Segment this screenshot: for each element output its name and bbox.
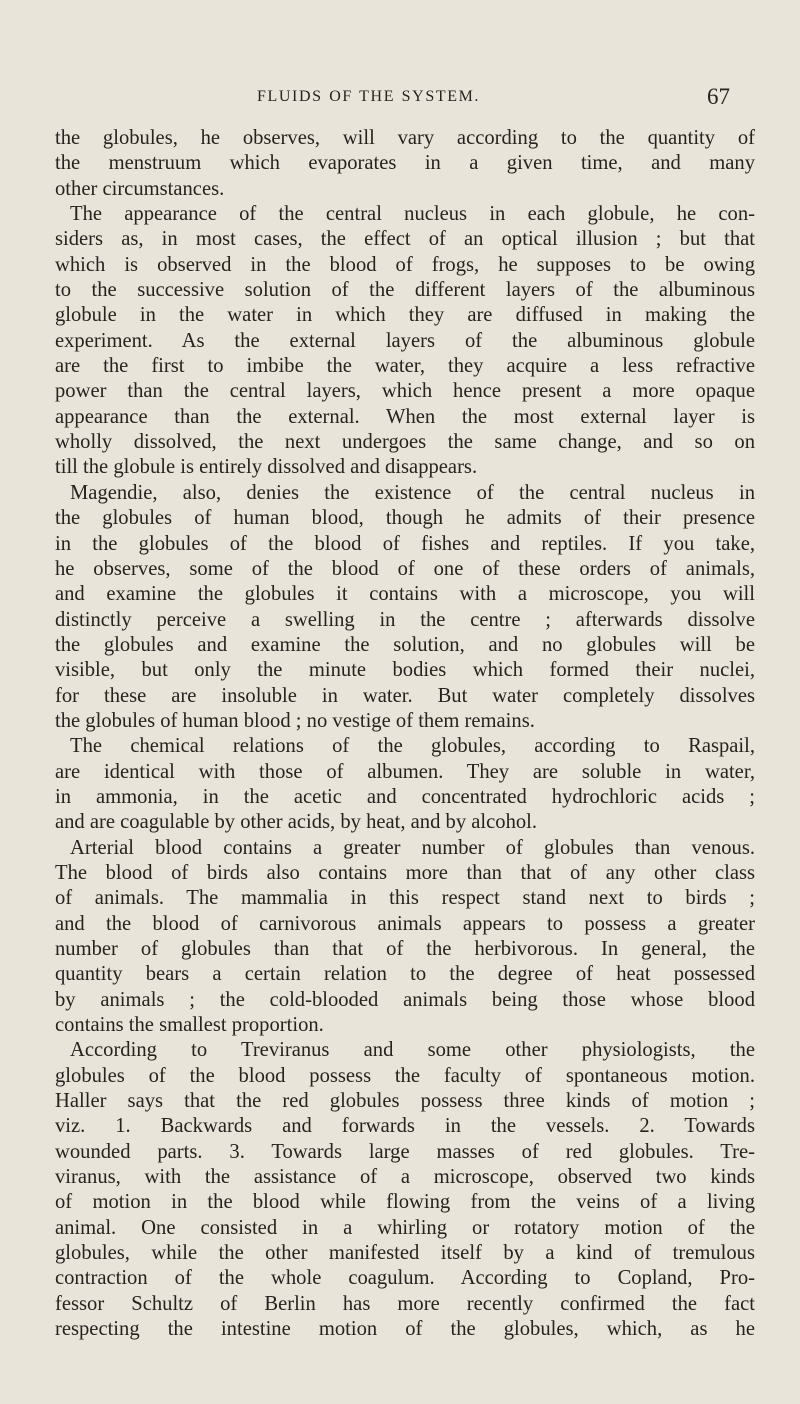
text-line: globules, while the other manifested itself by a kind of tremulous <box>55 1242 755 1265</box>
text-line: number of globules than that of the herbivorous. In general, the <box>55 938 755 960</box>
text-line: in ammonia, in the acetic and concentrated hydrochloric acids ; <box>55 785 755 808</box>
text-line: and the blood of carnivorous animals appears to possess a greater <box>55 912 755 935</box>
text-line: for these are insoluble in water. But water completely dissolves <box>55 684 755 707</box>
text-line: the globules of human blood, though he admits of their presence <box>55 507 755 530</box>
text-line: and are coagulable by other acids, by heat, and by alcohol. <box>55 811 538 834</box>
text-line: animal. One consisted in a whirling or rotatory motion of the <box>55 1216 755 1239</box>
text-line: experiment. As the external layers of the albuminous globule <box>55 329 755 352</box>
text-line: in the globules of the blood of fishes and reptiles. If you take, <box>55 532 755 555</box>
text-line: other circumstances. <box>55 177 225 200</box>
text-line: by animals ; the cold-blooded animals being those whose blood <box>55 988 755 1011</box>
text-line: wounded parts. 3. Towards large masses of red globules. Tre- <box>55 1140 755 1163</box>
text-line: Haller says that the red globules possess three kinds of motion ; <box>55 1090 755 1113</box>
page-header <box>0 84 800 114</box>
text-line: the globules and examine the solution, and no globules will be <box>55 633 755 656</box>
text-line: of motion in the blood while flowing from the veins of a living <box>55 1191 755 1214</box>
text-line: viz. 1. Backwards and forwards in the vessels. 2. Towards <box>55 1115 755 1138</box>
body-text <box>55 126 755 1343</box>
text-line: of animals. The mammalia in this respect stand next to birds ; <box>55 887 755 910</box>
text-line: wholly dissolved, the next undergoes the same change, and so on <box>55 431 755 454</box>
text-line: fessor Schultz of Berlin has more recently confirmed the fact <box>55 1292 755 1315</box>
text-line: The chemical relations of the globules, according to Raspail, <box>70 735 755 758</box>
text-line: are the first to imbibe the water, they acquire a less refractive <box>55 355 755 378</box>
text-line: siders as, in most cases, the effect of an optical illusion ; but that <box>55 228 755 251</box>
text-line: contains the smallest proportion. <box>55 1014 324 1037</box>
text-line: contraction of the whole coagulum. According to Copland, Pro- <box>55 1267 755 1290</box>
text-line: quantity bears a certain relation to the degree of heat possessed <box>55 963 755 986</box>
text-line: viranus, with the assistance of a microscope, observed two kinds <box>55 1166 755 1189</box>
text-line: visible, but only the minute bodies which formed their nuclei, <box>55 659 755 682</box>
text-line: respecting the intestine motion of the globules, which, as he <box>55 1318 755 1341</box>
text-line: to the successive solution of the different layers of the albuminous <box>55 279 755 302</box>
text-line: appearance than the external. When the most external layer is <box>55 405 755 428</box>
text-line: the menstruum which evaporates in a given time, and many <box>55 152 755 175</box>
text-line: the globules, he observes, will vary according to the quantity of <box>55 127 755 149</box>
running-head: FLUIDS OF THE SYSTEM. <box>257 88 480 105</box>
text-line: Magendie, also, denies the existence of the central nucleus in <box>70 481 755 504</box>
text-line: he observes, some of the blood of one of these orders of animals, <box>55 557 755 580</box>
text-line: globules of the blood possess the faculty of spontaneous motion. <box>55 1064 755 1087</box>
text-line: The appearance of the central nucleus in each globule, he con- <box>70 203 755 226</box>
text-line: till the globule is entirely dissolved and disappears. <box>55 456 478 479</box>
text-line: globule in the water in which they are diffused in making the <box>55 304 755 327</box>
text-line: are identical with those of albumen. They are soluble in water, <box>55 760 755 783</box>
page-number: 67 <box>707 84 730 109</box>
text-line: and examine the globules it contains with a microscope, you will <box>55 583 755 606</box>
text-line: distinctly perceive a swelling in the centre ; afterwards dissolve <box>55 608 755 631</box>
text-line: Arterial blood contains a greater number of globules than venous. <box>70 836 755 859</box>
text-line: power than the central layers, which hence present a more opaque <box>55 380 755 403</box>
text-line: the globules of human blood ; no vestige of them remains. <box>55 709 535 732</box>
text-line: which is observed in the blood of frogs, he supposes to be owing <box>55 253 755 276</box>
text-line: According to Treviranus and some other physiologists, the <box>70 1039 755 1062</box>
text-line: The blood of birds also contains more than that of any other class <box>55 861 755 884</box>
